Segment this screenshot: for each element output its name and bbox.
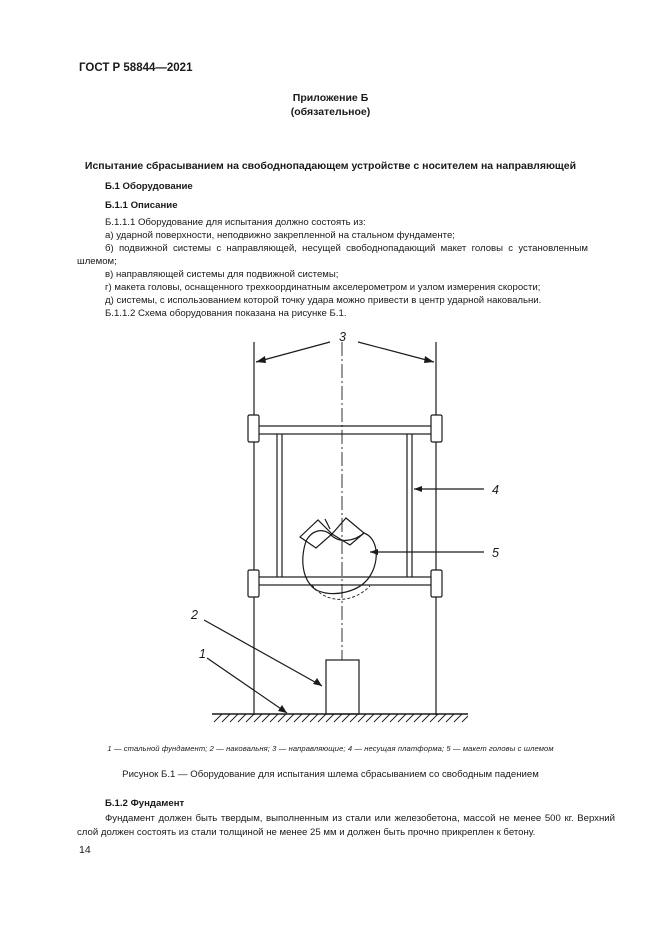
callout-4: 4 (492, 483, 499, 497)
list-item-g: г) макета головы, оснащенного трехкоординатным акселерометром и узлом измерения скорости; (105, 282, 541, 293)
b1-heading: Б.1 Оборудование (105, 181, 193, 192)
list-item-v: в) направляющей системы для подвижной системы; (105, 269, 339, 280)
b111-intro: Б.1.1.1 Оборудование для испытания должно состоять из: (105, 217, 366, 228)
figure-legend: 1 — стальной фундамент; 2 — наковальня; 3 — направляющие; 4 — несущая платформа; 5 — макет головы с шлемом (107, 744, 554, 753)
bottom-crossbar (254, 577, 436, 585)
list-item-d: д) системы, с использованием которой точку удара можно привести в центр ударной наковальни. (105, 295, 542, 306)
appendix-title: Приложение Б (292, 92, 369, 104)
page-number: 14 (79, 844, 91, 856)
list-item-b: б) подвижной системы с направляющей, несущей свободнопадающий макет головы с установленным (105, 243, 588, 254)
anvil (326, 660, 359, 714)
list-item-b-cont: шлемом; (77, 256, 117, 267)
callout-2: 2 (191, 608, 198, 622)
callout-3: 3 (339, 330, 346, 344)
rail-block-top-left (248, 415, 259, 442)
b11-heading: Б.1.1 Описание (105, 200, 178, 211)
rail-block-bottom-right (431, 570, 442, 597)
rail-block-bottom-left (248, 570, 259, 597)
callout-5: 5 (492, 546, 499, 560)
b12-heading: Б.1.2 Фундамент (105, 798, 185, 809)
b12-text-line1: Фундамент должен быть твердым, выполненным из стали или железобетона, массой не менее 500 кг. Верхний (105, 813, 615, 824)
foundation-hatching (214, 714, 468, 722)
b12-text-line2: слой должен состоять из стали толщиной не менее 25 мм и должен быть прочно прикреплен к бетону. (77, 827, 536, 838)
figure-caption: Рисунок Б.1 — Оборудование для испытания шлема сбрасыванием со свободным падением (122, 769, 539, 780)
section-title: Испытание сбрасыванием на свободнопадающем устройстве с носителем на направляющей (84, 160, 577, 172)
appendix-status: (обязательное) (290, 106, 371, 118)
callout-1: 1 (199, 647, 206, 661)
top-crossbar (254, 426, 436, 434)
rail-block-top-right (431, 415, 442, 442)
headform-top-right (332, 518, 364, 545)
b112-scheme-ref: Б.1.1.2 Схема оборудования показана на рисунке Б.1. (105, 308, 347, 319)
headform-body (303, 531, 376, 594)
standard-header: ГОСТ Р 58844—2021 (79, 62, 193, 74)
list-item-a: а) ударной поверхности, неподвижно закрепленной на стальном фундаменте; (105, 230, 455, 241)
